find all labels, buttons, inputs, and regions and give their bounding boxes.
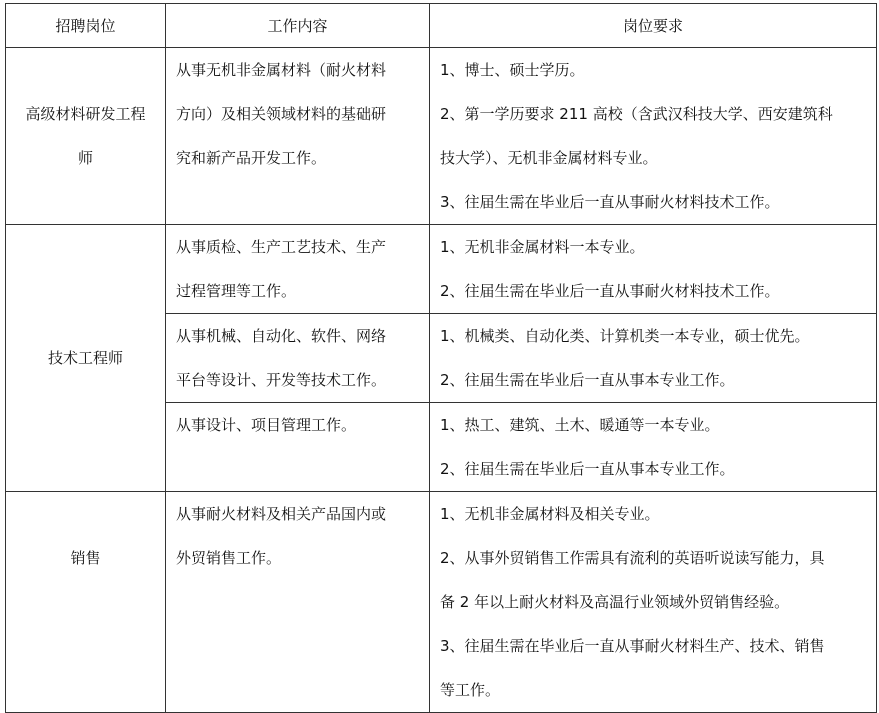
content-line: 外贸销售工作。 xyxy=(176,549,282,567)
position-line: 师 xyxy=(77,149,93,167)
content-line: 从事设计、项目管理工作。 xyxy=(176,416,357,434)
requirement-line: 3、往届生需在毕业后一直从事耐火材料生产、技术、销售 xyxy=(440,637,825,655)
content-line: 从事质检、生产工艺技术、生产 xyxy=(176,238,387,256)
requirements-cell xyxy=(430,225,877,314)
position-line: 技术工程师 xyxy=(47,349,123,367)
requirement-line: 2、第一学历要求 211 高校（含武汉科技大学、西安建筑科 xyxy=(440,105,833,123)
header-requirements: 岗位要求 xyxy=(430,4,877,48)
content-line: 从事机械、自动化、软件、网络 xyxy=(176,327,387,345)
position-cell xyxy=(6,48,166,225)
requirement-line: 1、无机非金属材料及相关专业。 xyxy=(440,505,660,523)
position-line: 高级材料研发工程 xyxy=(25,105,146,123)
requirement-line: 备 2 年以上耐火材料及高温行业领域外贸销售经验。 xyxy=(440,593,790,611)
position-cell xyxy=(6,492,166,713)
header-position: 招聘岗位 xyxy=(6,4,166,48)
requirements-cell xyxy=(430,403,877,492)
requirements-cell xyxy=(430,492,877,713)
content-line: 方向）及相关领域材料的基础研 xyxy=(176,105,387,123)
content-cell xyxy=(166,48,430,225)
requirements-cell xyxy=(430,48,877,225)
requirement-line: 1、热工、建筑、土木、暖通等一本专业。 xyxy=(440,416,720,434)
header-content: 工作内容 xyxy=(166,4,430,48)
requirement-line: 3、往届生需在毕业后一直从事耐火材料技术工作。 xyxy=(440,193,780,211)
content-cell xyxy=(166,403,430,492)
content-line: 从事耐火材料及相关产品国内或 xyxy=(176,505,387,523)
requirement-line: 2、往届生需在毕业后一直从事本专业工作。 xyxy=(440,460,735,478)
requirement-line: 2、往届生需在毕业后一直从事本专业工作。 xyxy=(440,371,735,389)
content-line: 究和新产品开发工作。 xyxy=(176,149,327,167)
position-cell xyxy=(6,225,166,492)
header-row xyxy=(6,4,877,48)
table-row xyxy=(6,492,877,713)
content-line: 从事无机非金属材料（耐火材料 xyxy=(176,61,387,79)
requirement-line: 1、机械类、自动化类、计算机类一本专业，硕士优先。 xyxy=(440,327,810,345)
requirement-line: 2、往届生需在毕业后一直从事耐火材料技术工作。 xyxy=(440,282,780,300)
content-line: 平台等设计、开发等技术工作。 xyxy=(176,371,387,389)
requirements-cell xyxy=(430,314,877,403)
content-cell xyxy=(166,492,430,713)
position-line: 销售 xyxy=(70,549,101,567)
requirement-line: 等工作。 xyxy=(440,681,501,699)
requirement-line: 1、无机非金属材料一本专业。 xyxy=(440,238,645,256)
requirement-line: 2、从事外贸销售工作需具有流利的英语听说读写能力，具 xyxy=(440,549,825,567)
content-cell xyxy=(166,225,430,314)
table-row xyxy=(6,48,877,225)
requirement-line: 1、博士、硕士学历。 xyxy=(440,61,585,79)
table-row xyxy=(6,225,877,314)
recruitment-table xyxy=(5,3,877,713)
content-cell xyxy=(166,314,430,403)
content-line: 过程管理等工作。 xyxy=(176,282,297,300)
requirement-line: 技大学）、无机非金属材料专业。 xyxy=(440,149,658,167)
